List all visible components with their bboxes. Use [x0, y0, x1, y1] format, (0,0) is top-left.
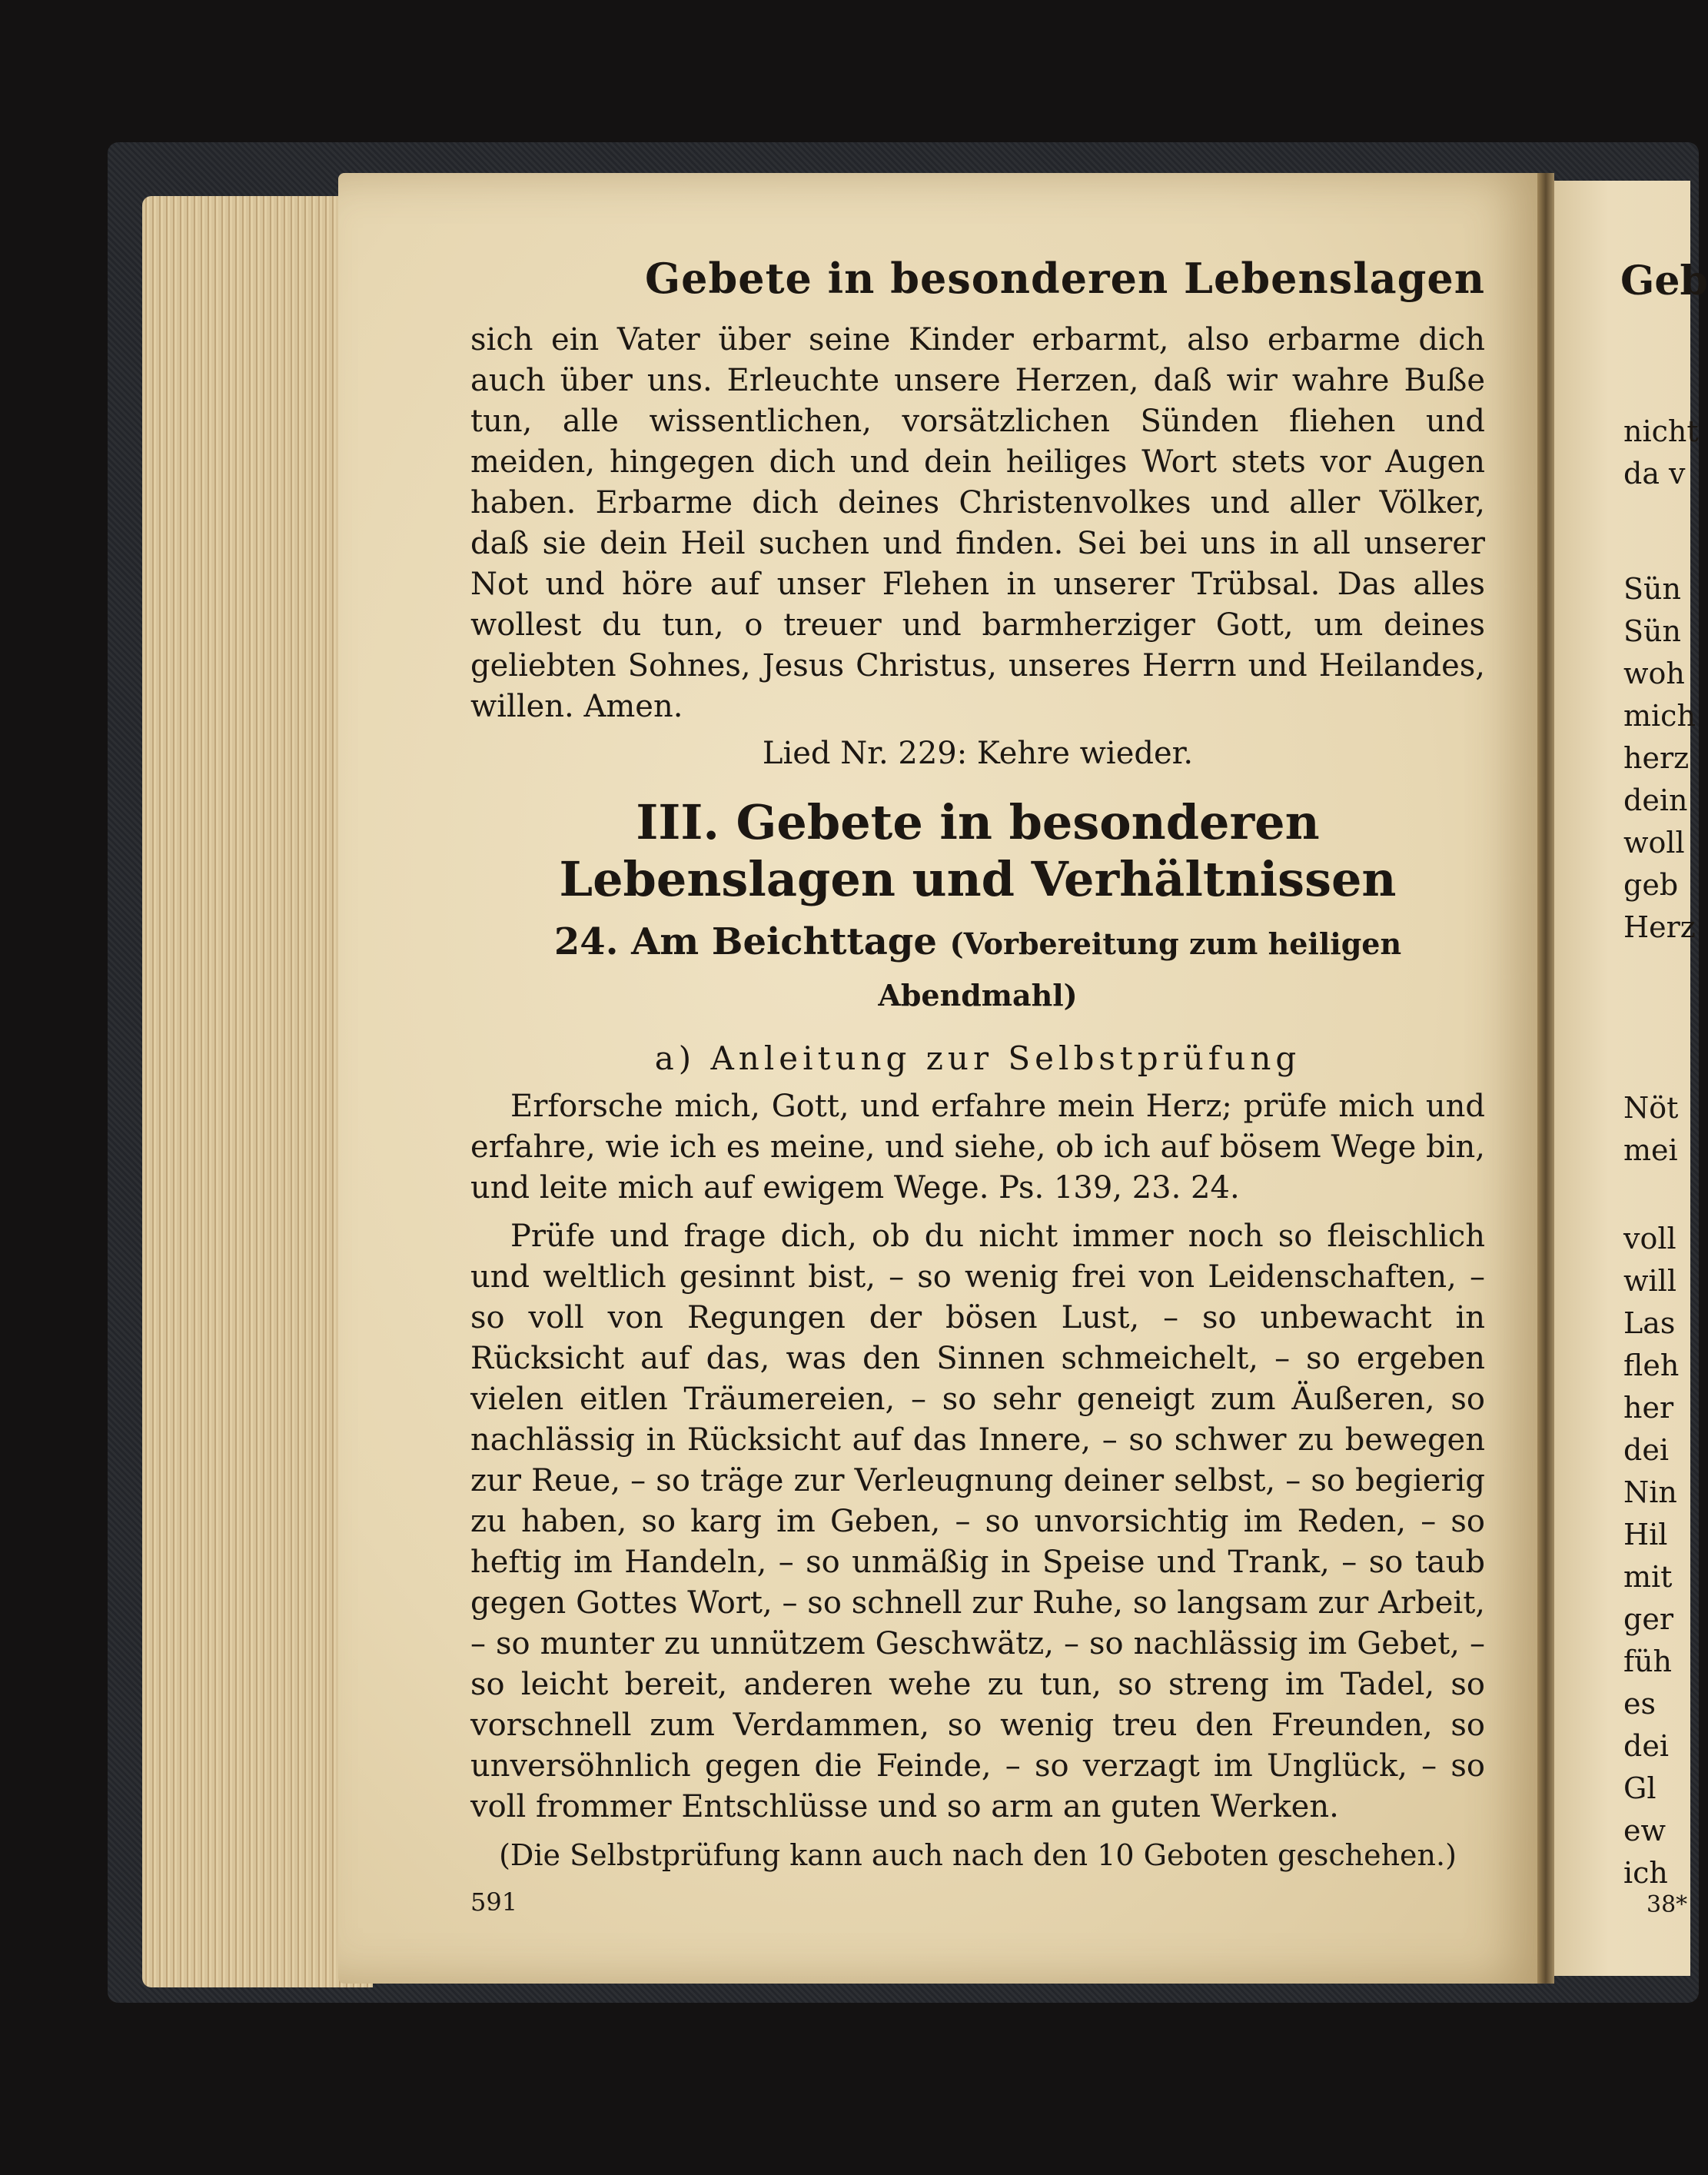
- right-page-line-fragment: Herz: [1623, 910, 1696, 944]
- psalm-quote: Erforsche mich, Gott, und erfahre mein Herz; prüfe mich und erfahre, wie ich es meine, und siehe, ob ich auf bösem Wege bin, und leite mich auf ewigem Wege. Ps. 139, 23. 24.: [470, 1089, 1485, 1206]
- right-page-line-fragment: mit: [1623, 1560, 1673, 1594]
- right-page-line-fragment: her: [1623, 1391, 1674, 1425]
- right-page-line-fragment: Gl: [1623, 1771, 1656, 1805]
- right-page-line-fragment: mei: [1623, 1133, 1678, 1167]
- book-gutter: [1537, 173, 1554, 1984]
- right-page-line-fragment: Sün: [1623, 614, 1681, 648]
- left-page-number: 591: [470, 1887, 518, 1917]
- running-head: Gebete in besonderen Lebenslagen: [644, 254, 1485, 303]
- right-page-line-fragment: Hil: [1623, 1518, 1668, 1551]
- right-page-line-fragment: fleh: [1623, 1349, 1680, 1382]
- right-page-line-fragment: dein: [1623, 783, 1688, 817]
- self-examination: Prüfe und frage dich, ob du nicht immer noch so fleischlich und weltlich gesinnt bist, – so wenig frei von Leidenschaften, – so voll von Regungen der bösen Lust, – so unbewacht in Rücksicht auf das, was den Sinnen schmeichelt, – so ergeben vielen eitlen Träumereien, – so sehr geneigt zum Äußeren, so nachlässig in Rücksicht auf das Innere, – so schwer zu bewegen zur Reue, – so träge zur Verleugnung deiner selbst, – so begierig zu haben, so karg im Geben, – so unvorsichtig im Reden, – so heftig im Handeln, – so unmäßig in Speise und Trank, – so taub gegen Gottes Wort, – so schnell zur Ruhe, so langsam zur Arbeit, – so munter zu unnützem Geschwätz, – so nachlässig im Gebet, – so leicht bereit, anderen wehe zu tun, so streng im Tadel, so vorschnell zum Verdammen, so wenig treu den Freunden, so unversöhnlich gegen die Feinde, – so verzagt im Unglück, – so voll frommer Entschlüsse und so arm an guten Werken.: [470, 1219, 1485, 1824]
- right-page-line-fragment: ich: [1623, 1856, 1668, 1890]
- right-page-number: 38*: [1647, 1891, 1688, 1918]
- right-running-head: Geb: [1620, 258, 1708, 304]
- section-title: III. Gebete in besonderen Lebenslagen und Verhältnissen: [559, 794, 1397, 907]
- right-page-line-fragment: Sün: [1623, 572, 1681, 606]
- subsection-note: (Vorbereitung zum heiligen Abendmahl): [878, 926, 1402, 1013]
- hymn-reference: Lied Nr. 229: Kehre wieder.: [762, 736, 1194, 771]
- right-page-line-fragment: dei: [1623, 1433, 1669, 1467]
- right-page-line-fragment: Nöt: [1623, 1091, 1679, 1125]
- right-page-line-fragment: herz: [1623, 741, 1690, 775]
- subsection-name: Am Beichttage: [631, 920, 937, 963]
- right-page-line-fragment: da v: [1623, 457, 1686, 491]
- right-page-line-fragment: dei: [1623, 1729, 1669, 1763]
- examination-note: (Die Selbstprüfung kann auch nach den 10 Geboten geschehen.): [499, 1838, 1457, 1872]
- right-page-line-fragment: geb: [1623, 868, 1679, 902]
- right-page-line-fragment: mich: [1623, 699, 1696, 733]
- subsection-title: [470, 917, 1485, 1020]
- subsubsection-title: a) Anleitung zur Selbstprüfung: [654, 1039, 1301, 1077]
- right-page-line-fragment: Nin: [1623, 1475, 1677, 1509]
- right-page-line-fragment: füh: [1623, 1645, 1673, 1678]
- right-page-line-fragment: will: [1623, 1264, 1676, 1298]
- right-page-line-fragment: es: [1623, 1687, 1656, 1721]
- right-page-line-fragment: voll: [1623, 1222, 1676, 1255]
- right-page-line-fragment: ew: [1623, 1814, 1666, 1847]
- right-page-line-fragment: woll: [1623, 826, 1685, 860]
- left-page-text: [470, 254, 1485, 1876]
- subsection-number: 24.: [553, 920, 619, 963]
- right-page-line-fragment: woh: [1623, 657, 1685, 690]
- right-page-line-fragment: nicht: [1623, 414, 1699, 448]
- right-page-line-fragment: Las: [1623, 1306, 1676, 1340]
- right-page-line-fragment: ger: [1623, 1602, 1673, 1636]
- prayer-continuation: sich ein Vater über seine Kinder erbarmt, also erbarme dich auch über uns. Erleuchte unsere Herzen, daß wir wahre Buße tun, alle wissentlichen, vorsätzlichen Sünden fliehen und meiden, hingegen dich und dein heiliges Wort stets vor Augen haben. Erbarme dich deines Christenvolkes und aller Völker, daß sie dein Heil suchen und finden. Sei bei uns in all unserer Not und höre auf unser Flehen in unserer Trübsal. Das alles wollest du tun, o treuer und barmherziger Gott, um deines geliebten Sohnes, Jesus Christus, unseres Herrn und Heilandes, willen. Amen.: [470, 322, 1485, 724]
